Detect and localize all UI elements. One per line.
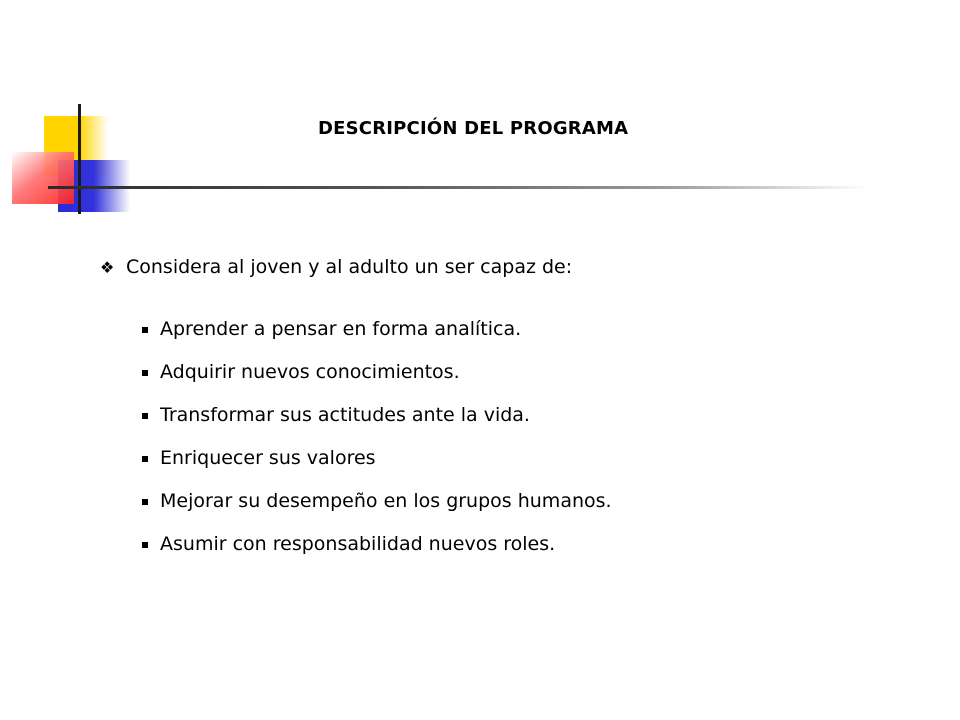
diamond-bullet-icon: ❖ [100,257,115,277]
sub-bullet-item [142,533,612,576]
decor-red-square [12,152,74,204]
square-bullet-icon [142,327,148,333]
sub-bullet-text: Adquirir nuevos conocimientos. [160,361,460,383]
sub-bullet-text: Enriquecer sus valores [160,447,376,469]
decor-horizontal-rule [48,186,868,189]
sub-bullet-text: Transformar sus actitudes ante la vida. [160,404,530,426]
square-bullet-icon [142,499,148,505]
sub-bullet-item [142,404,612,447]
sub-bullet-item [142,361,612,404]
sub-bullet-item [142,447,612,490]
square-bullet-icon [142,456,148,462]
sub-bullet-item [142,490,612,533]
square-bullet-icon [142,370,148,376]
sub-bullet-text: Asumir con responsabilidad nuevos roles. [160,533,556,555]
sub-bullet-text: Mejorar su desempeño en los grupos humanos. [160,490,612,512]
sub-bullet-item [142,318,612,361]
main-bullet-text: Considera al joven y al adulto un ser capaz de: [126,256,573,278]
sub-bullet-list [142,318,612,576]
slide-title: DESCRIPCIÓN DEL PROGRAMA [318,118,629,139]
main-bullet [100,256,572,278]
sub-bullet-text: Aprender a pensar en forma analítica. [160,318,522,340]
square-bullet-icon [142,413,148,419]
square-bullet-icon [142,542,148,548]
